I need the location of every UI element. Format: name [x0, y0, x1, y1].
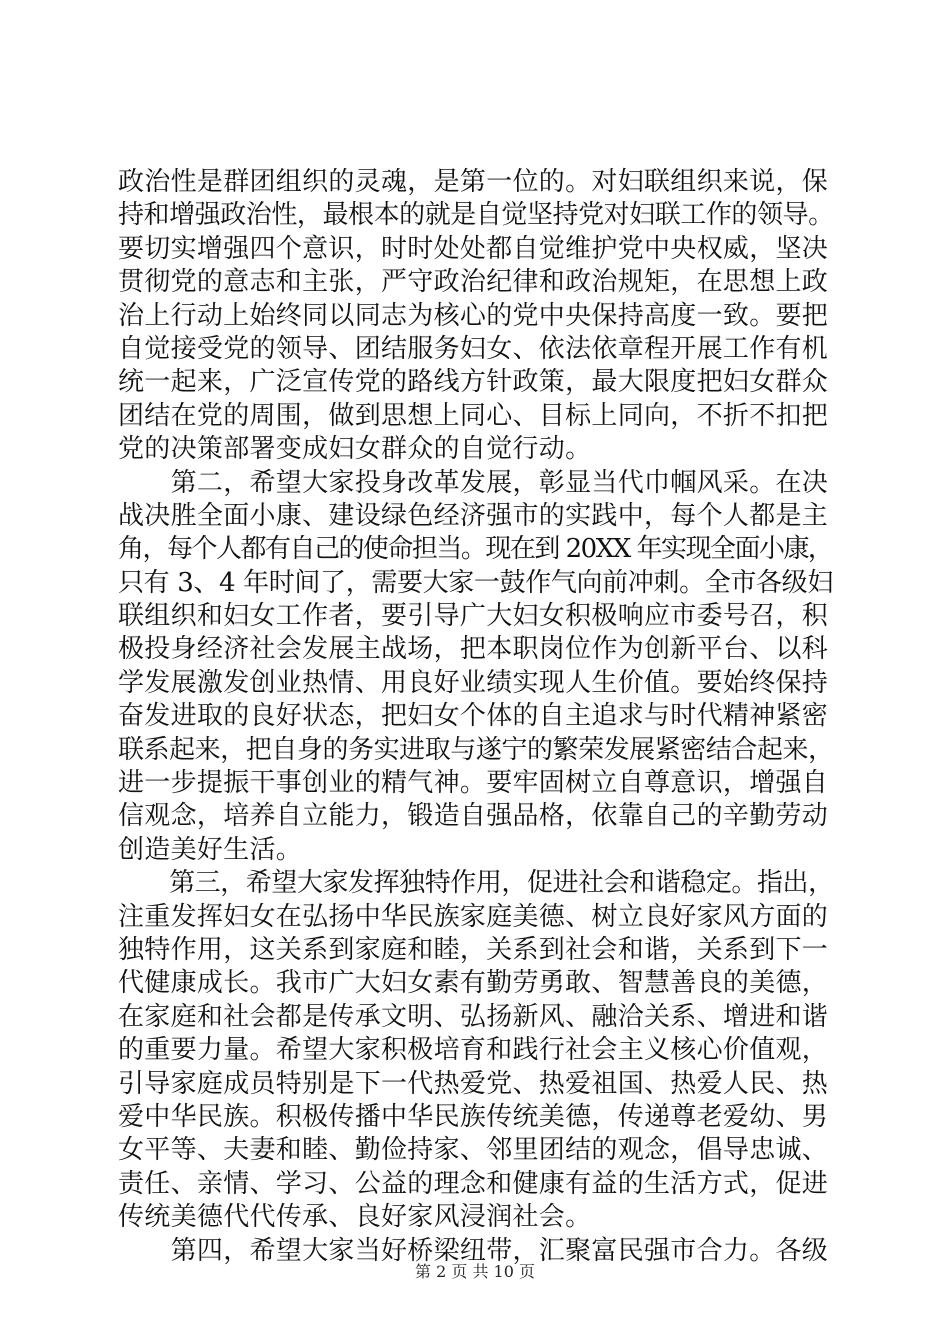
text-line: 战决胜全面小康、建设绿色经济强市的实践中，每个人都是主 [118, 500, 829, 531]
text-line: 传统美德代代传承、良好家风浸润社会。 [118, 1202, 592, 1233]
text-line: 代健康成长。我市广大妇女素有勤劳勇敢、智慧善良的美德， [118, 968, 829, 999]
text-line: 注重发挥妇女在弘扬中华民族家庭美德、树立良好家风方面的 [118, 901, 829, 932]
text-line: 女平等、夫妻和睦、勤俭持家、邻里团结的观念，倡导忠诚、 [118, 1135, 829, 1166]
text-line: 创造美好生活。 [118, 834, 303, 865]
text-line: 独特作用，这关系到家庭和睦，关系到社会和谐，关系到下一 [118, 934, 829, 965]
text-line: 第四，希望大家当好桥梁纽带，汇聚富民强市合力。各级 [118, 1235, 829, 1266]
text-line: 责任、亲情、学习、公益的理念和健康有益的生活方式，促进 [118, 1168, 829, 1199]
text-line: 引导家庭成员特别是下一代热爱党、热爱祖国、热爱人民、热 [118, 1068, 829, 1099]
text-line: 爱中华民族。积极传播中华民族传统美德，传递尊老爱幼、男 [118, 1101, 829, 1132]
text-line: 信观念，培养自立能力，锻造自强品格，依靠自己的辛勤劳动 [118, 801, 829, 832]
text-line: 奋发进取的良好状态，把妇女个体的自主追求与时代精神紧密 [118, 701, 829, 732]
text-line: 极投身经济社会发展主战场，把本职岗位作为创新平台、以科 [118, 634, 829, 665]
text-line: 联系起来，把自身的务实进取与遂宁的繁荣发展紧密结合起来， [118, 734, 834, 765]
document-body [118, 166, 834, 1268]
text-line: 第二，希望大家投身改革发展，彰显当代巾帼风采。在决 [118, 467, 829, 498]
text-line: 党的决策部署变成妇女群众的自觉行动。 [118, 434, 592, 465]
text-line: 政治性是群团组织的灵魂，是第一位的。对妇联组织来说，保 [118, 167, 829, 197]
page-footer [0, 1262, 950, 1282]
text-line: 的重要力量。希望大家积极培育和践行社会主义核心价值观， [118, 1035, 829, 1066]
text-line: 要切实增强四个意识，时时处处都自觉维护党中央权威，坚决 [118, 233, 829, 264]
text-line: 贯彻党的意志和主张，严守政治纪律和政治规矩，在思想上政 [118, 267, 829, 298]
text-line: 持和增强政治性，最根本的就是自觉坚持党对妇联工作的领导。 [118, 200, 834, 231]
text-line: 角，每个人都有自己的使命担当。现在到 20XX 年实现全面小康， [118, 534, 833, 565]
text-line: 自觉接受党的领导、团结服务妇女、依法依章程开展工作有机 [118, 333, 829, 364]
text-line: 进一步提振干事创业的精气神。要牢固树立自尊意识，增强自 [118, 768, 829, 799]
page-number-label: 第 2 页 共 10 页 [415, 1262, 535, 1281]
text-line: 第三，希望大家发挥独特作用，促进社会和谐稳定。指出， [118, 868, 834, 899]
text-line: 在家庭和社会都是传承文明、弘扬新风、融洽关系、增进和谐 [118, 1001, 829, 1032]
text-line: 只有 3、4 年时间了，需要大家一鼓作气向前冲刺。全市各级妇 [118, 567, 833, 598]
text-line: 治上行动上始终同以同志为核心的党中央保持高度一致。要把 [118, 300, 829, 331]
text-line: 团结在党的周围，做到思想上同心、目标上同向，不折不扣把 [118, 400, 829, 431]
text-line: 统一起来，广泛宣传党的路线方针政策，最大限度把妇女群众 [118, 367, 829, 398]
text-line: 联组织和妇女工作者，要引导广大妇女积极响应市委号召，积 [118, 601, 829, 632]
text-line: 学发展激发创业热情、用良好业绩实现人生价值。要始终保持 [118, 667, 829, 698]
